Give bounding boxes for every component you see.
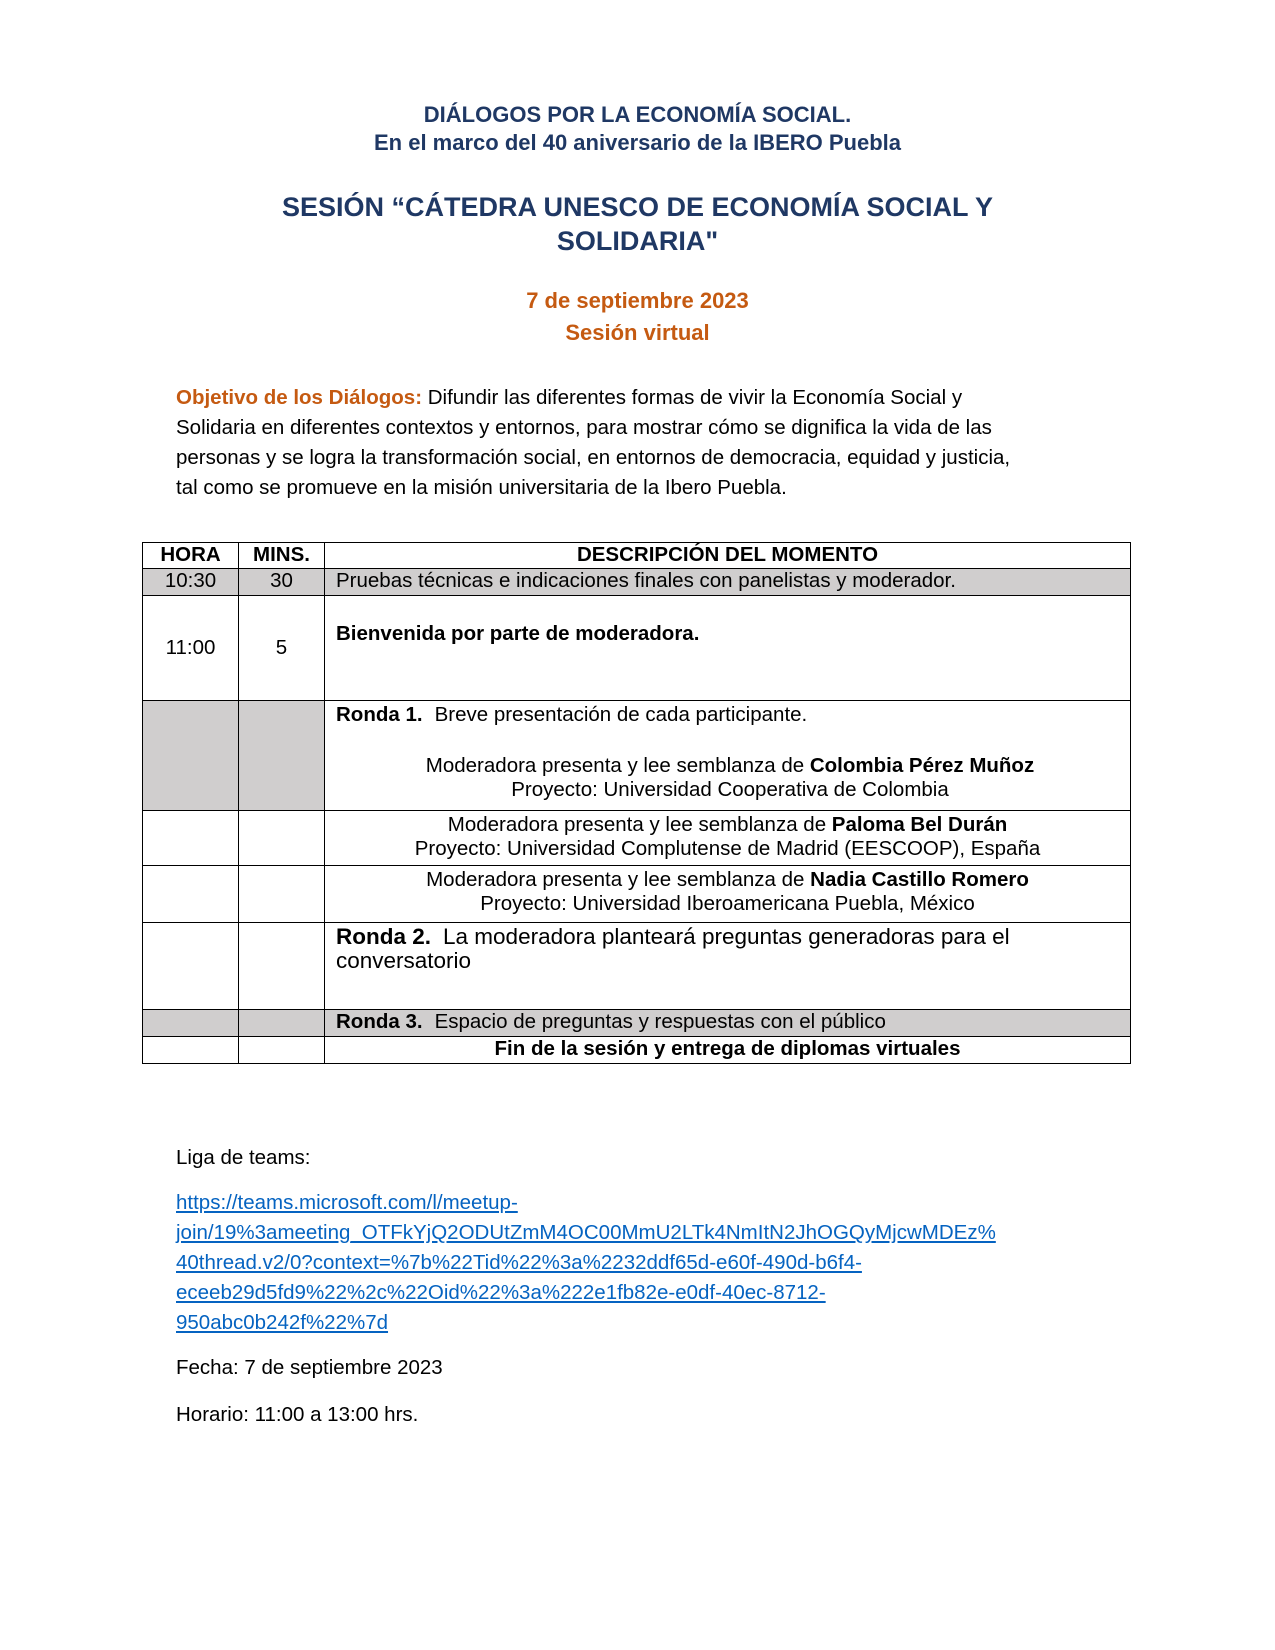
participant-3-presenter bbox=[325, 868, 1130, 892]
project-prefix: Proyecto: bbox=[414, 837, 508, 860]
teams-link-line-3[interactable]: 40thread.v2/0?context=%7b%22Tid%22%3a%2232ddf65d-e60f-490d-b6f4- bbox=[176, 1251, 862, 1274]
teams-link-line-1[interactable]: https://teams.microsoft.com/l/meetup- bbox=[176, 1191, 518, 1214]
event-title-line2: En el marco del 40 aniversario de la IBERO Puebla bbox=[374, 130, 901, 155]
event-title bbox=[0, 101, 1275, 157]
ronda3-text: Espacio de preguntas y respuestas con el público bbox=[434, 1010, 886, 1033]
cell-empty bbox=[239, 811, 325, 866]
presenter-prefix: Moderadora presenta y lee semblanza de bbox=[426, 868, 811, 891]
cell-desc-participant-3 bbox=[325, 866, 1131, 923]
cell-desc-closing: Fin de la sesión y entrega de diplomas virtuales bbox=[325, 1037, 1131, 1064]
col-header-mins: MINS. bbox=[239, 543, 325, 569]
table-row bbox=[143, 866, 1131, 923]
participant-2-project bbox=[325, 837, 1130, 861]
col-header-descripcion: DESCRIPCIÓN DEL MOMENTO bbox=[325, 543, 1131, 569]
session-title bbox=[0, 190, 1275, 258]
presenter-prefix: Moderadora presenta y lee semblanza de bbox=[447, 813, 832, 836]
cell-desc-participant-2 bbox=[325, 811, 1131, 866]
participant-1-project bbox=[336, 778, 1124, 802]
cell-desc-ronda2 bbox=[325, 923, 1131, 1010]
cell-empty bbox=[239, 1010, 325, 1037]
ronda2-text: La moderadora planteará preguntas generadoras para el conversatorio bbox=[336, 924, 1010, 973]
participant-1-presenter bbox=[336, 754, 1124, 778]
ronda1-text: Breve presentación de cada participante. bbox=[434, 703, 808, 726]
teams-link-line-2[interactable]: join/19%3ameeting_OTFkYjQ2ODUtZmM4OC00MmU2LTk4NmItN2JhOGQyMjcwMDEz% bbox=[176, 1221, 996, 1244]
cell-empty bbox=[239, 866, 325, 923]
objective-label: Objetivo de los Diálogos: bbox=[176, 386, 423, 409]
session-schedule: Horario: 11:00 a 13:00 hrs. bbox=[176, 1403, 419, 1426]
participant-1-project-name: Universidad Cooperativa de Colombia bbox=[603, 778, 949, 801]
table-header-row bbox=[143, 543, 1131, 569]
cell-desc: Pruebas técnicas e indicaciones finales con panelistas y moderador. bbox=[325, 569, 1131, 596]
participant-2-name: Paloma Bel Durán bbox=[831, 813, 1008, 836]
col-header-hora: HORA bbox=[143, 543, 239, 569]
cell-empty bbox=[143, 1010, 239, 1037]
cell-empty bbox=[143, 1037, 239, 1064]
session-info bbox=[0, 285, 1275, 349]
cell-desc-ronda3 bbox=[325, 1010, 1131, 1037]
cell-hora: 10:30 bbox=[143, 569, 239, 596]
teams-label: Liga de teams: bbox=[176, 1146, 311, 1169]
ronda1-label: Ronda 1. bbox=[336, 703, 423, 726]
cell-empty bbox=[143, 811, 239, 866]
ronda3-label: Ronda 3. bbox=[336, 1010, 423, 1033]
table-row bbox=[143, 1010, 1131, 1037]
cell-empty bbox=[143, 866, 239, 923]
cell-desc-ronda1 bbox=[325, 701, 1131, 811]
participant-1-name: Colombia Pérez Muñoz bbox=[809, 754, 1035, 777]
objective-line-3: personas y se logra la transformación social, en entornos de democracia, equidad y justicia, bbox=[176, 446, 1011, 469]
objective-paragraph bbox=[176, 383, 1106, 503]
event-title-line1: DIÁLOGOS POR LA ECONOMÍA SOCIAL. bbox=[423, 102, 852, 127]
table-row bbox=[143, 923, 1131, 1010]
session-date: 7 de septiembre 2023 bbox=[526, 288, 749, 313]
cell-hora: 11:00 bbox=[143, 596, 239, 701]
cell-empty bbox=[143, 923, 239, 1010]
table-row bbox=[143, 1037, 1131, 1064]
participant-2-presenter bbox=[325, 813, 1130, 837]
teams-link-line-4[interactable]: eceeb29d5fd9%22%2c%22Oid%22%3a%222e1fb82e-e0df-40ec-8712- bbox=[176, 1281, 826, 1304]
cell-mins: 5 bbox=[239, 596, 325, 701]
objective-line-2: Solidaria en diferentes contextos y entornos, para mostrar cómo se dignifica la vida de las bbox=[176, 416, 992, 439]
agenda-table bbox=[142, 542, 1131, 1064]
participant-3-project-name: Universidad Iberoamericana Puebla, México bbox=[572, 892, 975, 915]
table-row bbox=[143, 569, 1131, 596]
participant-3-name: Nadia Castillo Romero bbox=[810, 868, 1029, 891]
presenter-prefix: Moderadora presenta y lee semblanza de bbox=[425, 754, 810, 777]
cell-mins: 30 bbox=[239, 569, 325, 596]
table-row bbox=[143, 596, 1131, 701]
project-prefix: Proyecto: bbox=[480, 892, 573, 915]
teams-link[interactable] bbox=[176, 1188, 996, 1338]
participant-3-project bbox=[325, 892, 1130, 916]
table-row bbox=[143, 701, 1131, 811]
cell-desc: Bienvenida por parte de moderadora. bbox=[325, 596, 1131, 701]
objective-line-4: tal como se promueve en la misión universitaria de la Ibero Puebla. bbox=[176, 476, 787, 499]
session-title-line1: SESIÓN “CÁTEDRA UNESCO DE ECONOMÍA SOCIAL Y bbox=[281, 192, 994, 222]
objective-line-1 bbox=[176, 383, 1106, 413]
cell-empty bbox=[143, 701, 239, 811]
table-row bbox=[143, 811, 1131, 866]
session-title-line2: SOLIDARIA" bbox=[556, 226, 719, 256]
teams-link-line-5[interactable]: 950abc0b242f%22%7d bbox=[176, 1311, 389, 1334]
session-mode: Sesión virtual bbox=[565, 320, 710, 345]
participant-2-project-name: Universidad Complutense de Madrid (EESCOOP), España bbox=[507, 837, 1041, 860]
ronda1-heading bbox=[336, 703, 1124, 727]
objective-text-1: Difundir las diferentes formas de vivir la Economía Social y bbox=[422, 386, 963, 409]
ronda2-label: Ronda 2. bbox=[336, 924, 432, 949]
cell-empty bbox=[239, 701, 325, 811]
cell-empty bbox=[239, 1037, 325, 1064]
project-prefix: Proyecto: bbox=[511, 778, 604, 801]
session-date-footer: Fecha: 7 de septiembre 2023 bbox=[176, 1356, 443, 1379]
cell-empty bbox=[239, 923, 325, 1010]
